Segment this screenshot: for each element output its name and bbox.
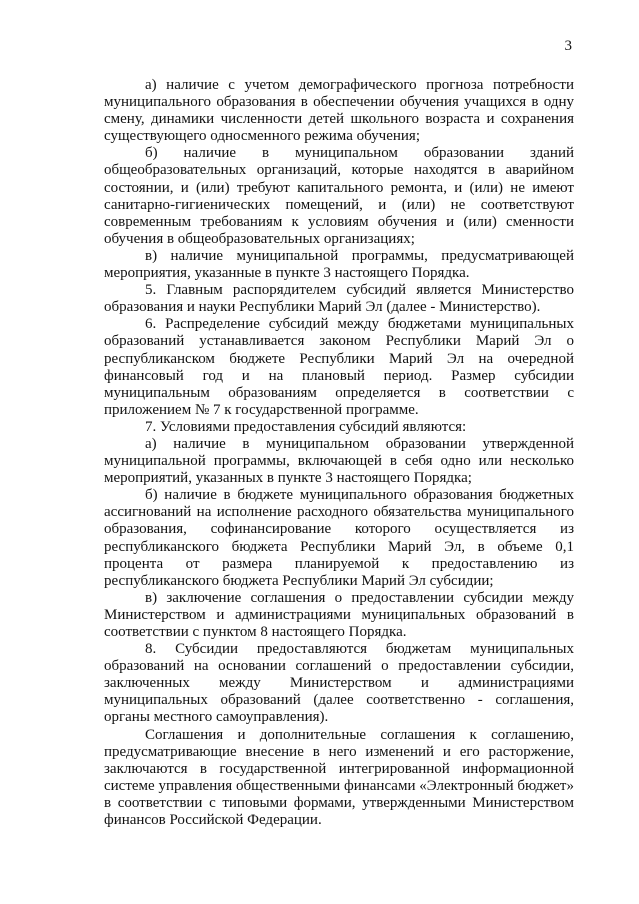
paragraph-item-a-demographic: а) наличие с учетом демографического прогноза потребности муниципального образования в обеспечении обучения учащихся в одну смену, динамики численности детей школьного возраста и сохранения существующего односменного режима обучения; xyxy=(104,77,574,145)
page-number: 3 xyxy=(564,38,572,54)
paragraph-condition-v: в) заключение соглашения о предоставлении субсидии между Министерством и администрациями муниципальных образований в соответствии с пунктом 8 настоящего Порядка. xyxy=(104,589,574,640)
paragraph-condition-a: а) наличие в муниципальном образовании утвержденной муниципальной программы, включающей в себя одно или несколько мероприятий, указанных в пункте 3 настоящего Порядка; xyxy=(104,435,574,487)
paragraph-agreements: Соглашения и дополнительные соглашения к соглашению, предусматривающие внесение в него изменений и его расторжение, заключаются в государственной интегрированной информационной системе управления общественными финансами «Электронный бюджет» в соответствии с типовыми формами, утвержденными Министерством финансов Российской Федерации. xyxy=(104,726,574,829)
paragraph-item-v-program: в) наличие муниципальной программы, предусматривающей мероприятия, указанные в пункте 3 настоящего Порядка. xyxy=(104,247,574,282)
document-body xyxy=(104,77,574,829)
paragraph-section-6: 6. Распределение субсидий между бюджетами муниципальных образований устанавливается законом Республики Марий Эл о республиканском бюджете Республики Марий Эл на очередной финансовый год и на плановый период. Размер субсидии муниципальным образованиям определяется в соответствии с приложением № 7 к государственной программе. xyxy=(104,316,574,418)
paragraph-section-7: 7. Условиями предоставления субсидий являются: xyxy=(145,418,467,435)
paragraph-section-8: 8. Субсидии предоставляются бюджетам муниципальных образований на основании соглашений о предоставлении субсидии, заключенных между Министерством и администрациями муниципальных образований (далее соответственно - соглашения, органы местного самоуправления). xyxy=(104,641,574,726)
paragraph-condition-b: б) наличие в бюджете муниципального образования бюджетных ассигнований на исполнение расходного обязательства муниципального образования, софинансирование которого осуществляется из республиканского бюджета Республики Марий Эл, в объеме 0,1 процента от размера планируемой к предоставлению из республиканского бюджета Республики Марий Эл субсидии; xyxy=(104,487,574,589)
paragraph-section-5: 5. Главным распорядителем субсидий является Министерство образования и науки Республики Марий Эл (далее - Министерство). xyxy=(104,282,574,316)
paragraph-item-b-buildings: б) наличие в муниципальном образовании зданий общеобразовательных организаций, которые находятся в аварийном состоянии, и (или) требуют капитального ремонта, и (или) не имеют санитарно-гигиенических помещений, и (или) не соответствуют современным требованиям к условиям обучения и (или) сменности обучения в общеобразовательных организациях; xyxy=(104,145,574,247)
